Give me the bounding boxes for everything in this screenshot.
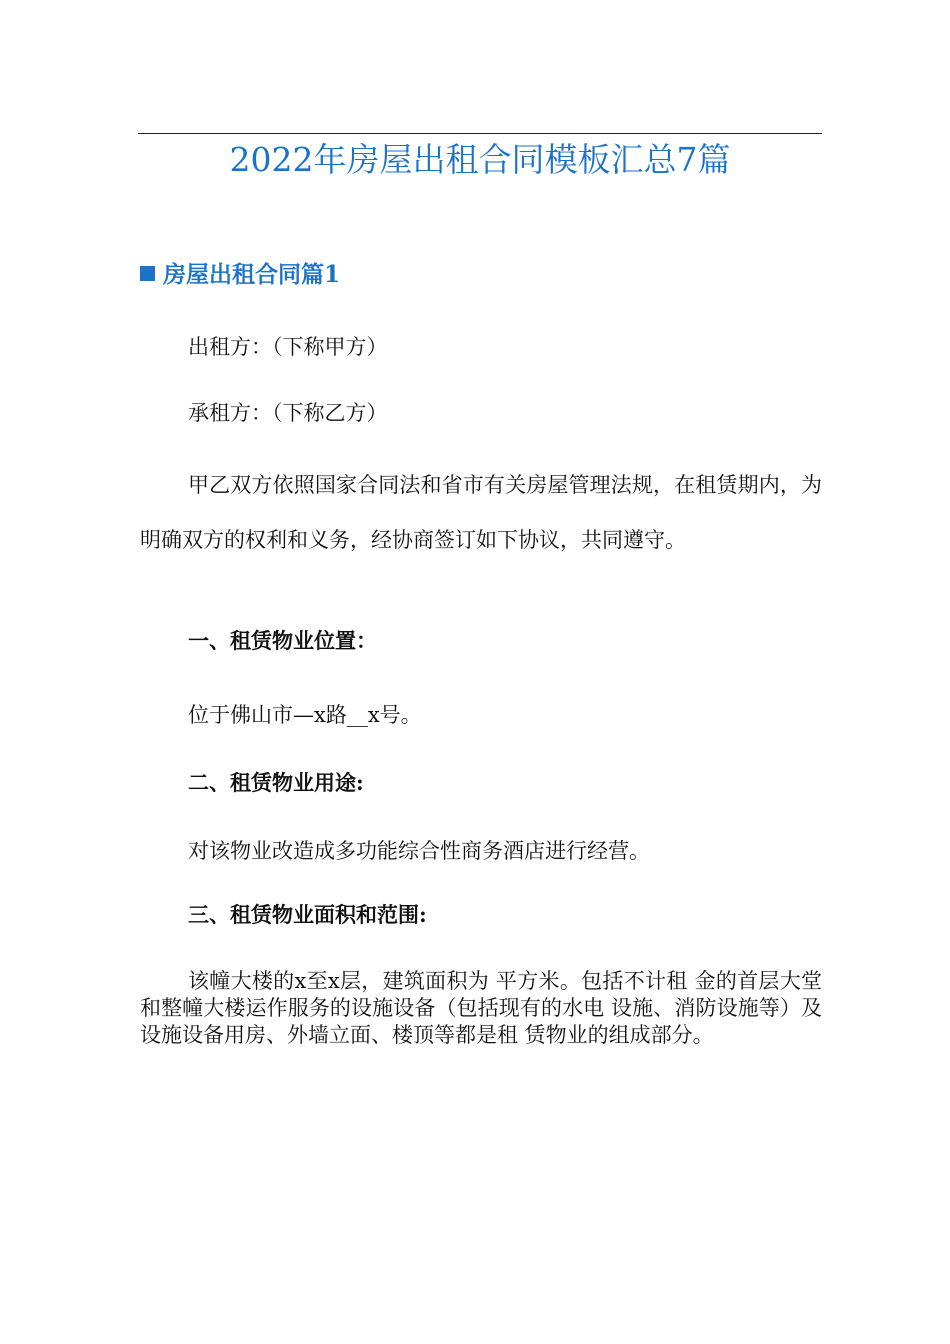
lessee-line: 承租方：（下称乙方） — [188, 401, 388, 425]
clause-1-body: 位于佛山市—x路__x号。 — [188, 703, 422, 727]
square-bullet-icon — [140, 266, 155, 281]
clause-2-body: 对该物业改造成多功能综合性商务酒店进行经营。 — [188, 839, 650, 863]
clause-3-body: 该幢大楼的x至x层，建筑面积为 平方米。包括不计租 金的首层大堂和整幢大楼运作服务的设施设备（包括现有的水电 设施、消防设施等）及设施设备用房、外墙立面、楼顶等都是租 赁物业的组成部分。 — [140, 969, 822, 1047]
document-title: 2022年房屋出租合同模板汇总7篇 — [229, 140, 731, 179]
section-heading-text: 房屋出租合同篇1 — [163, 261, 341, 288]
clause-1-heading: 一、租赁物业位置： — [188, 628, 377, 653]
lessor-line: 出租方：（下称甲方） — [188, 335, 388, 359]
section-heading — [140, 258, 340, 292]
intro-paragraph: 甲乙双方依照国家合同法和省市有关房屋管理法规，在租赁期内，为明确双方的权利和义务，经协商签订如下协议，共同遵守。 — [140, 473, 822, 552]
title-top-rule — [138, 133, 822, 134]
clause-2-heading: 二、租赁物业用途: — [188, 770, 364, 795]
clause-3-heading: 三、租赁物业面积和范围: — [188, 902, 427, 927]
